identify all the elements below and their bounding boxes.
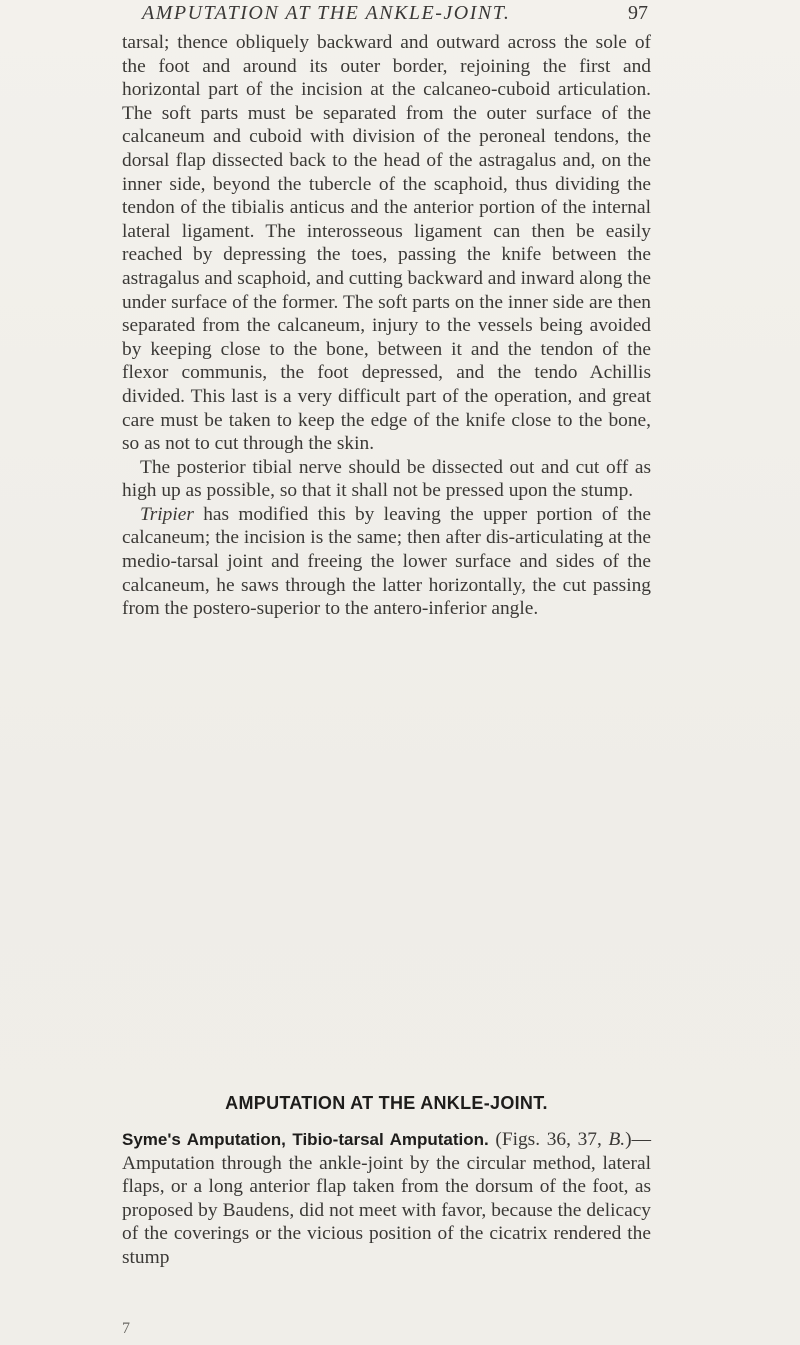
paragraph-continued: tarsal; thence obliquely backward and outward across the sole of the foot and around its outer border, rejoining the first and horizontal part of the incision at the calcaneo-cuboid articulation. The soft parts must be separated from the outer surface of the calcaneum and cuboid with division of the peroneal tendons, the dorsal flap dissected back to the head of the astragalus and, on the inner side, beyond the tubercle of the scaphoid, thus dividing the tendon of the tibialis anticus and the anterior portion of the internal lateral ligament. The interosseous ligament can then be easily reached by depressing the toes, passing the knife between the astragalus and scaphoid, and cutting backward and inward along the under surface of the former. The soft parts on the inner side are then separated from the calcaneum, injury to the vessels being avoided by keeping close to the bone, between it and the tendon of the flexor communis, the foot depressed, and the tendo Achillis divided. This last is a very difficult part of the operation, and great care must be taken to keep the edge of the knife close to the bone, so as not to cut through the skin. xyxy=(122,32,651,455)
paragraph-nerve: The posterior tibial nerve should be dissected out and cut off as high up as possible, so that it shall not be pressed upon the stump. xyxy=(122,456,651,502)
figure-reference-open: (Figs. 36, 37, xyxy=(488,1129,609,1150)
section-subhead: Syme's Amputation, Tibio-tarsal Amputation. xyxy=(122,1130,489,1149)
body-text xyxy=(122,31,651,621)
section-text: —Amputation through the ankle-joint by the circular method, lateral flaps, or a long anterior flap taken from the dorsum of the foot, as proposed by Baudens, did not meet with favor, because the delicacy of the coverings or the vicious position of the cicatrix rendered the stump xyxy=(122,1129,651,1268)
section-heading: AMPUTATION AT THE ANKLE-JOINT. xyxy=(225,1093,548,1113)
paragraph-tripier-text: has modified this by leaving the upper portion of the calcaneum; the incision is the same; then after dis-articulating at the medio-tarsal joint and freeing the lower surface and sides of the calcaneum, he saws through the latter horizontally, the cut passing from the postero-superior to the antero-inferior angle. xyxy=(122,503,651,620)
signature-mark: 7 xyxy=(122,1320,130,1337)
page-number: 97 xyxy=(628,2,648,24)
running-title: AMPUTATION AT THE ANKLE-JOINT. xyxy=(142,2,511,24)
paragraph-tripier xyxy=(122,503,651,621)
figure-reference-close: ) xyxy=(625,1129,632,1150)
author-name: Tripier xyxy=(140,503,194,525)
running-head xyxy=(112,2,648,32)
figure-reference-letter: B. xyxy=(608,1129,626,1150)
section-paragraph xyxy=(122,1128,651,1270)
